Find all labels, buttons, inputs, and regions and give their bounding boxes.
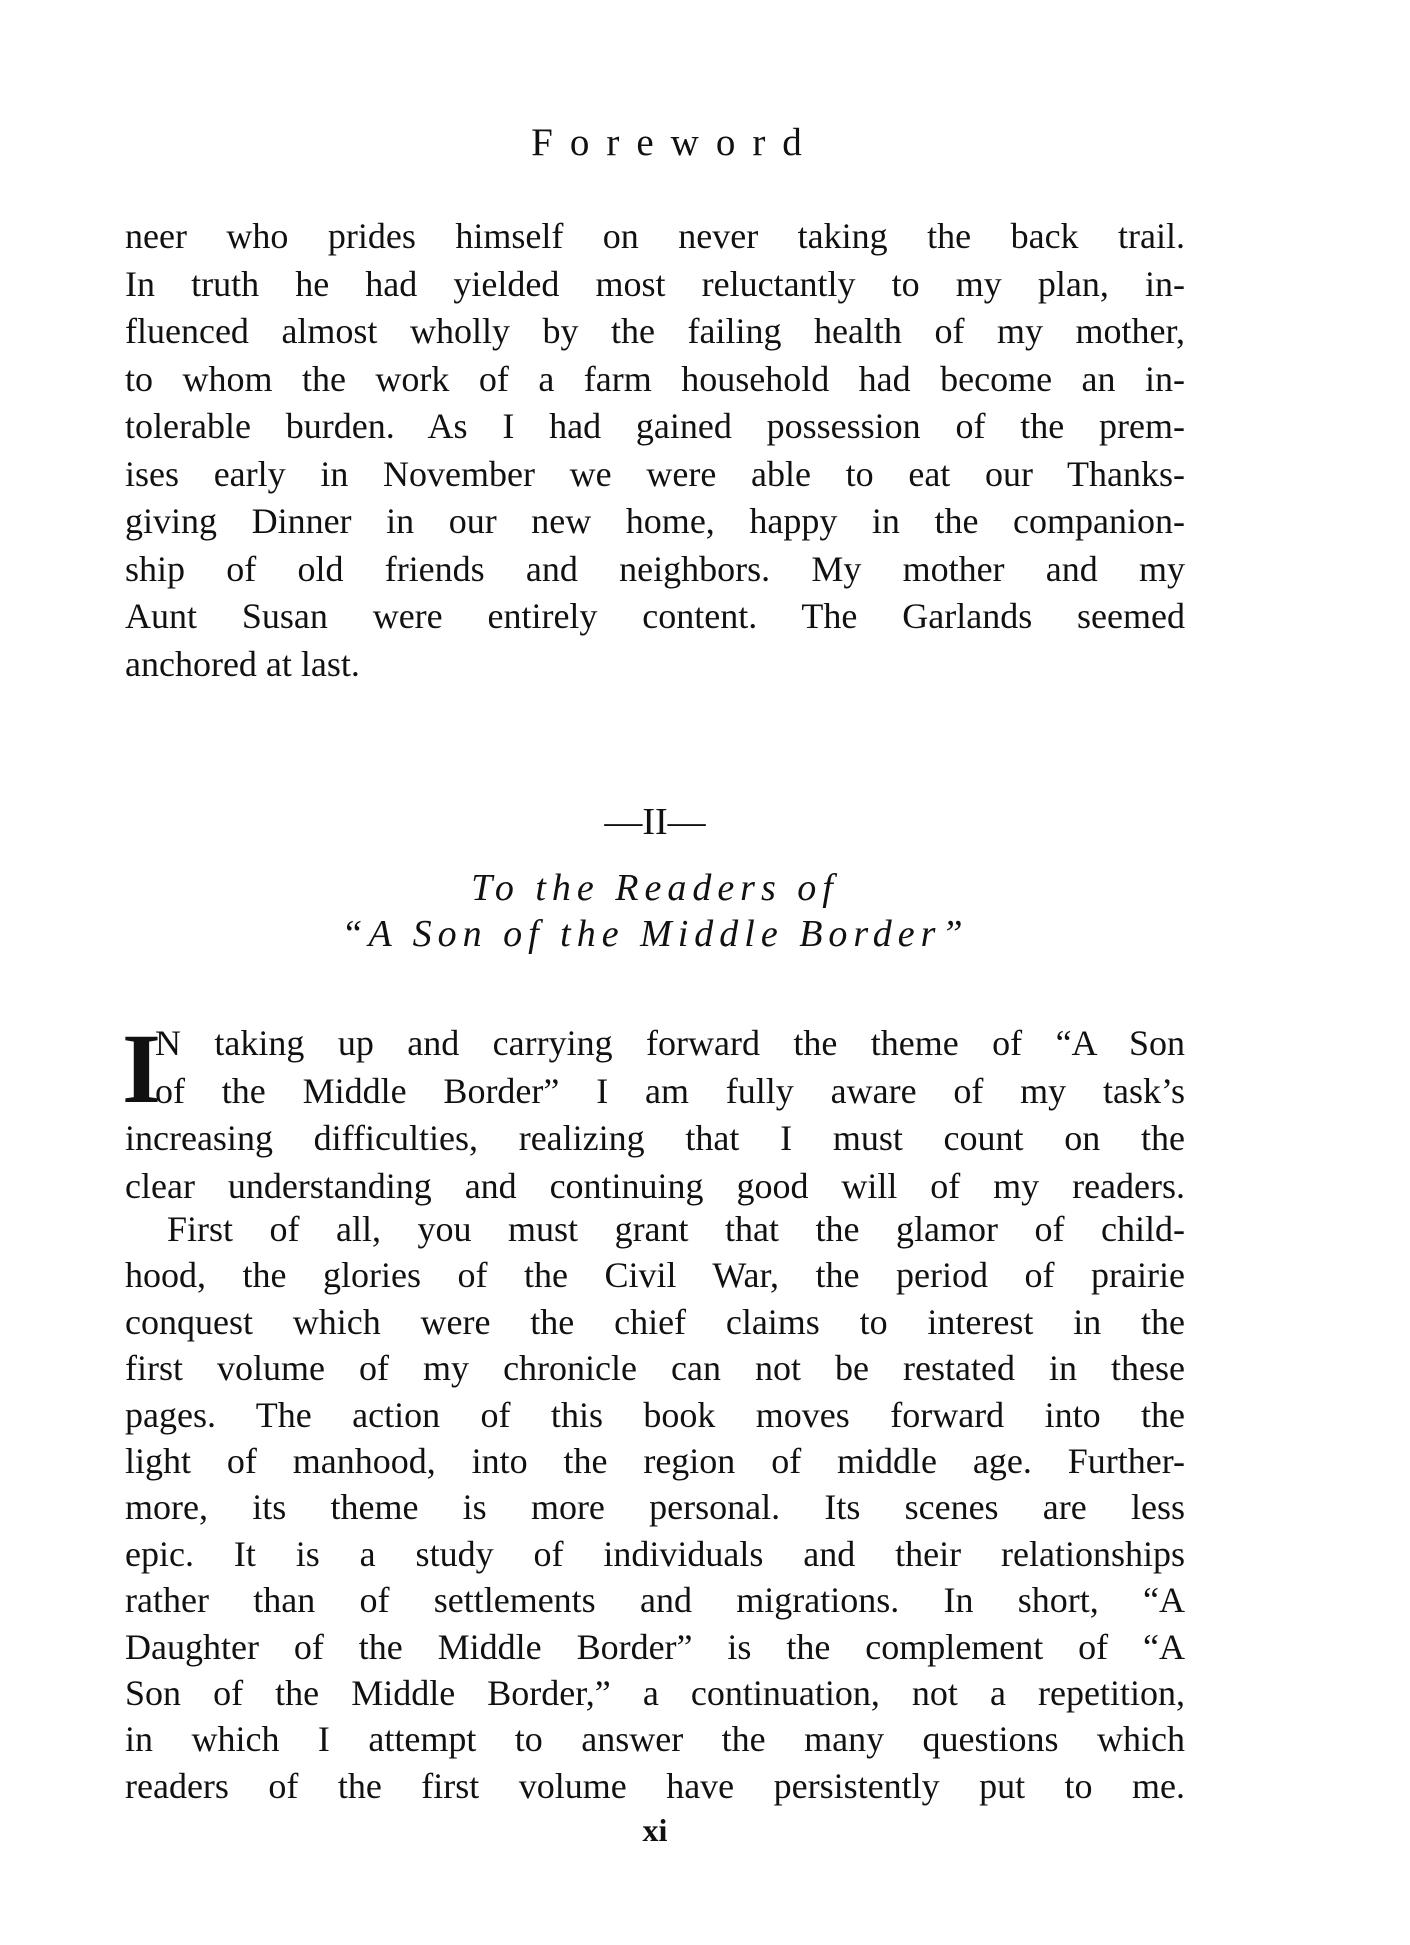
- text-line: hood, the glories of the Civil War, the period of prairie: [125, 1255, 1185, 1296]
- text-line: rather than of settlements and migrations. In short, “A: [125, 1580, 1185, 1621]
- text-line: neer who prides himself on never taking the back trail.: [125, 216, 1185, 256]
- text-line: ises early in November we were able to eat our Thanks-: [125, 453, 1185, 494]
- text-line: giving Dinner in our new home, happy in the companion-: [125, 501, 1185, 541]
- page-number: xi: [642, 1812, 668, 1848]
- text-line: In truth he had yielded most reluctantly to my plan, in-: [125, 263, 1185, 304]
- text-line: Daughter of the Middle Border” is the complement of “A: [125, 1626, 1185, 1667]
- section-title-line-2: “A Son of the Middle Border”: [341, 913, 969, 955]
- text-line: tolerable burden. As I had gained possession of the prem-: [125, 406, 1185, 446]
- text-line: Son of the Middle Border,” a continuation, not a repetition,: [125, 1672, 1185, 1713]
- text-line: in which I attempt to answer the many questions which: [125, 1719, 1185, 1760]
- text-line: light of manhood, into the region of middle age. Further-: [125, 1440, 1185, 1481]
- paragraph: [125, 1206, 1185, 1809]
- section-title-line-1: To the Readers of: [471, 867, 839, 909]
- text-line: anchored at last.: [125, 643, 360, 684]
- text-line: clear understanding and continuing good will of my readers.: [125, 1165, 1185, 1206]
- text-line: N taking up and carrying forward the theme of “A Son: [155, 1023, 1185, 1063]
- paragraph: [125, 1020, 1185, 1210]
- running-head: Foreword: [531, 121, 819, 164]
- text-line: of the Middle Border” I am fully aware of my task’s: [155, 1070, 1185, 1111]
- text-line: pages. The action of this book moves forward into the: [125, 1394, 1185, 1435]
- text-line: First of all, you must grant that the glamor of child-: [167, 1209, 1185, 1249]
- text-line: readers of the first volume have persistently put to me.: [125, 1765, 1185, 1806]
- continued-paragraph: [125, 213, 1185, 688]
- text-line: conquest which were the chief claims to interest in the: [125, 1301, 1185, 1342]
- text-line: epic. It is a study of individuals and their relationships: [125, 1533, 1185, 1574]
- text-line: first volume of my chronicle can not be restated in these: [125, 1348, 1185, 1389]
- section-number: —II—: [604, 801, 706, 843]
- text-line: ship of old friends and neighbors. My mother and my: [125, 548, 1185, 589]
- text-line: more, its theme is more personal. Its scenes are less: [125, 1487, 1185, 1528]
- drop-cap: I: [122, 1013, 161, 1124]
- text-line: Aunt Susan were entirely content. The Garlands seemed: [125, 596, 1185, 636]
- text-line: to whom the work of a farm household had become an in-: [125, 358, 1185, 399]
- text-line: fluenced almost wholly by the failing health of my mother,: [125, 311, 1185, 351]
- text-line: increasing difficulties, realizing that I must count on the: [125, 1118, 1185, 1158]
